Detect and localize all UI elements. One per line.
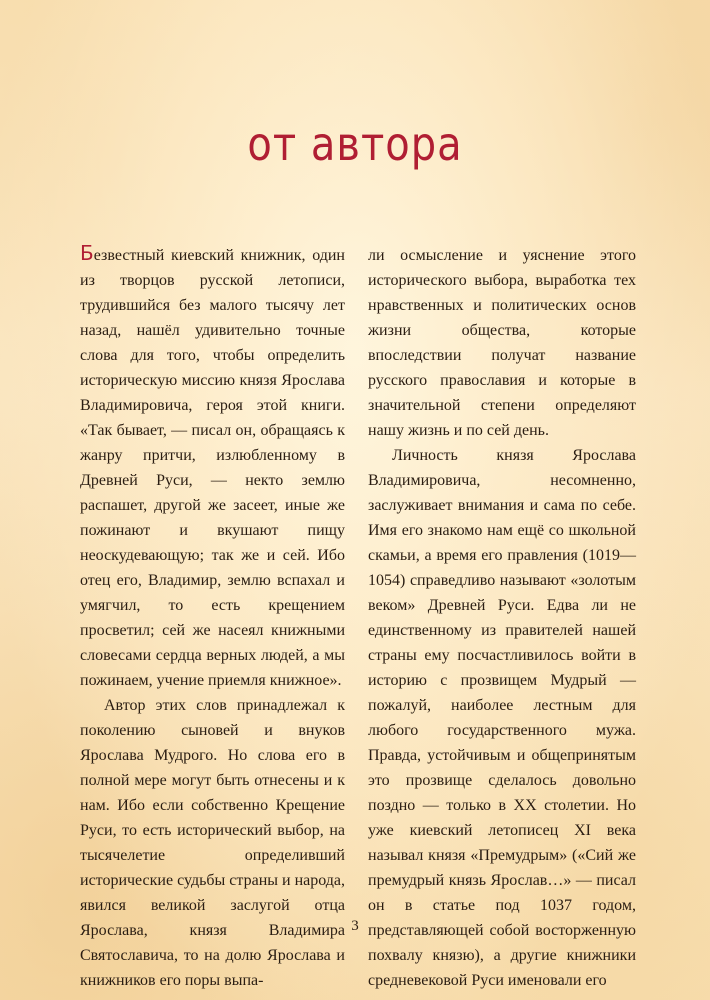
paragraph-2: Автор этих слов принадлежал к поколению сыновей и внуков Ярослава Мудрого. Но слова его в полной мере могут быть отнесены и к нам. Ибо если собственно Крещение Руси, то есть исторический выбор, на тысячелетие определивший исторические судьбы страны и народа, явился великой заслугой отца Ярослава, князя Владимира Святославича, то на долю Ярослава и книжников его поры выпа- bbox=[80, 697, 346, 989]
paragraph-3: Личность князя Ярослава Владимировича, несомненно, заслуживает внимания и сама по себе. Имя его знакомо нам ещё со школьной скамьи, а время его правления (1019—1054) справедливо называют «золотым веком» Древней Руси. Едва ли не единственному из правителей нашей страны ему посчастливилось войти в историю с прозвищем Мудрый — пожалуй, наиболее лестным для любого государственного мужа. Правда, устойчивым и общепринятым это прозвище сделалось довольно поздно — только в XX столетии. Но уже киевский летописец XI века называл князя «Премудрым» («Сий же премудрый князь Ярослав…» — писал он в статье под 1037 годом, представляющей собой восторженную похвалу князю), а другие книжники средневековой Руси именовали его bbox=[368, 447, 636, 989]
paragraph-1 bbox=[80, 243, 345, 693]
paragraph-1-text: езвестный киевский книжник, один из творцов русской летописи, трудившийся без малого тысячу лет назад, нашёл удивительно точные слова для того, чтобы определить историческую миссию князя Ярослава Владимировича, героя этой книги. «Так бывает, — писал он, обращаясь к жанру притчи, излюбленному в Древней Руси, — некто землю распашет, другой же засеет, иные же пожинают и вкушают пищу неоскудевающую; так же и сей. Ибо отец его, Владимир, землю вспахал и умягчил, то есть крещением просветил; сей же насеял книжными словесами сердца верных людей, а мы пожинаем, учение приемля книжное». bbox=[80, 247, 345, 689]
text-column-left bbox=[80, 243, 345, 993]
drop-cap: Б bbox=[80, 241, 94, 265]
paragraph-2-continuation: ли осмысление и уяснение этого исторического выбора, выработка тех нравственных и политических основ жизни общества, которые впоследствии получат название русского православия и которые в значительной степени определяют нашу жизнь и по сей день. bbox=[368, 247, 636, 439]
text-column-right bbox=[368, 243, 636, 993]
chapter-title: от автора bbox=[247, 118, 463, 172]
page-number: 3 bbox=[351, 918, 359, 934]
